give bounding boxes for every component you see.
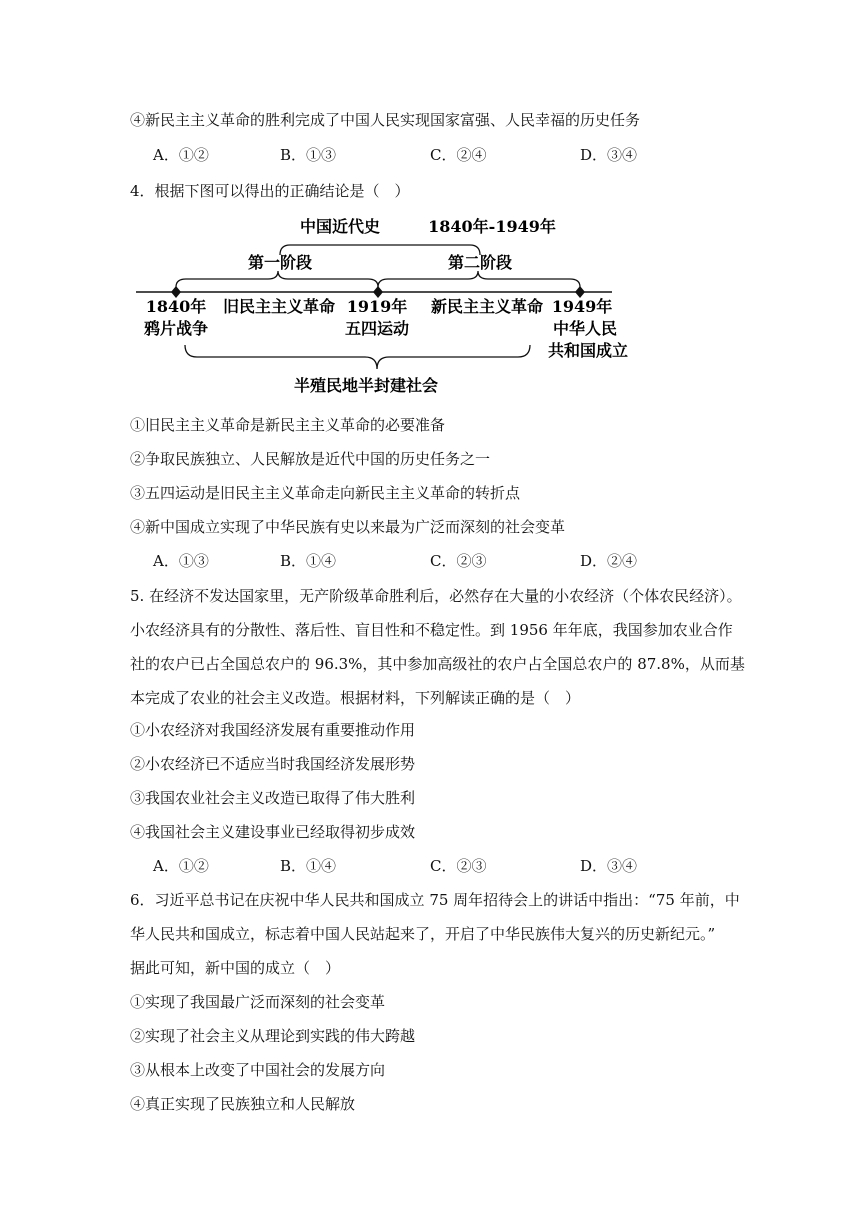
q5-statement-4: ④我国社会主义建设事业已经取得初步成效 <box>130 823 416 841</box>
society-brace <box>185 345 530 369</box>
old-revolution-label: 旧民主主义革命 <box>222 297 336 316</box>
q4-option-d: D．②④ <box>580 552 638 570</box>
q6-statement-2: ②实现了社会主义从理论到实践的伟大跨越 <box>130 1027 416 1045</box>
q5-stem-line-4: 本完成了农业的社会主义改造。根据材料，下列解读正确的是（ ） <box>130 689 581 707</box>
q6-stem-line-1: 6．习近平总书记在庆祝中华人民共和国成立 75 周年招待会上的讲话中指出：“75 年前，中 <box>130 891 740 909</box>
q5-option-b: B．①④ <box>280 857 337 875</box>
event-1919: 五四运动 <box>344 319 410 338</box>
q6-statement-4: ④真正实现了民族独立和人民解放 <box>130 1095 356 1113</box>
diagram-range: 1840年-1949年 <box>428 217 556 236</box>
q5-statement-2: ②小农经济已不适应当时我国经济发展形势 <box>130 755 416 773</box>
society-label: 半殖民地半封建社会 <box>293 376 439 395</box>
timeline-diagram <box>130 205 640 400</box>
q5-stem-line-1: 5. 在经济不发达国家里，无产阶级革命胜利后，必然存在大量的小农经济（个体农民经济）。 <box>130 587 742 605</box>
year-1919: 1919年 <box>346 297 408 316</box>
q5-option-c: C．②③ <box>430 857 487 875</box>
stage1-label: 第一阶段 <box>247 253 313 272</box>
q3-option-b: B．①③ <box>280 146 337 164</box>
q4-option-a: A．①③ <box>153 552 209 570</box>
q4-statement-3: ③五四运动是旧民主主义革命走向新民主主义革命的转折点 <box>130 484 521 502</box>
q5-option-d: D．③④ <box>580 857 638 875</box>
q6-statement-3: ③从根本上改变了中国社会的发展方向 <box>130 1061 386 1079</box>
q4-statement-2: ②争取民族独立、人民解放是近代中国的历史任务之一 <box>130 450 491 468</box>
year-1840: 1840年 <box>145 297 207 316</box>
q3-statement-4: ④新民主主义革命的胜利完成了中国人民实现国家富强、人民幸福的历史任务 <box>130 111 641 129</box>
q5-statement-1: ①小农经济对我国经济发展有重要推动作用 <box>130 721 416 739</box>
q5-stem-line-2: 小农经济具有的分散性、落后性、盲目性和不稳定性。到 1956 年年底，我国参加农业合作 <box>130 621 733 639</box>
new-revolution-label: 新民主主义革命 <box>430 297 544 316</box>
q4-statement-1: ①旧民主主义革命是新民主主义革命的必要准备 <box>130 416 446 434</box>
year-1949: 1949年 <box>551 297 613 316</box>
stage2-brace <box>378 271 580 287</box>
q4-stem: 4．根据下图可以得出的正确结论是（ ） <box>130 182 410 200</box>
q6-stem-line-2: 华人民共和国成立，标志着中国人民站起来了，开启了中华民族伟大复兴的历史新纪元。” <box>130 925 716 943</box>
q4-option-c: C．②③ <box>430 552 487 570</box>
event-1840: 鸦片战争 <box>143 319 209 338</box>
q5-stem-line-3: 社的农户已占全国总农户的 96.3%，其中参加高级社的农户占全国总农户的 87.8%，从而基 <box>130 655 745 673</box>
q5-statement-3: ③我国农业社会主义改造已取得了伟大胜利 <box>130 789 416 807</box>
stage1-brace <box>176 271 378 287</box>
q4-option-b: B．①④ <box>280 552 337 570</box>
q5-option-a: A．①② <box>153 857 209 875</box>
event-1949-line2: 共和国成立 <box>547 341 629 360</box>
diagram-title: 中国近代史 <box>299 217 381 236</box>
q4-statement-4: ④新中国成立实现了中华民族有史以来最为广泛而深刻的社会变革 <box>130 518 566 536</box>
q3-option-d: D．③④ <box>580 146 638 164</box>
q6-statement-1: ①实现了我国最广泛而深刻的社会变革 <box>130 993 386 1011</box>
q3-option-a: A．①② <box>153 146 209 164</box>
stage2-label: 第二阶段 <box>447 253 513 272</box>
q3-option-c: C．②④ <box>430 146 487 164</box>
event-1949-line1: 中华人民 <box>552 319 618 338</box>
q6-stem-line-3: 据此可知，新中国的成立（ ） <box>130 959 341 977</box>
